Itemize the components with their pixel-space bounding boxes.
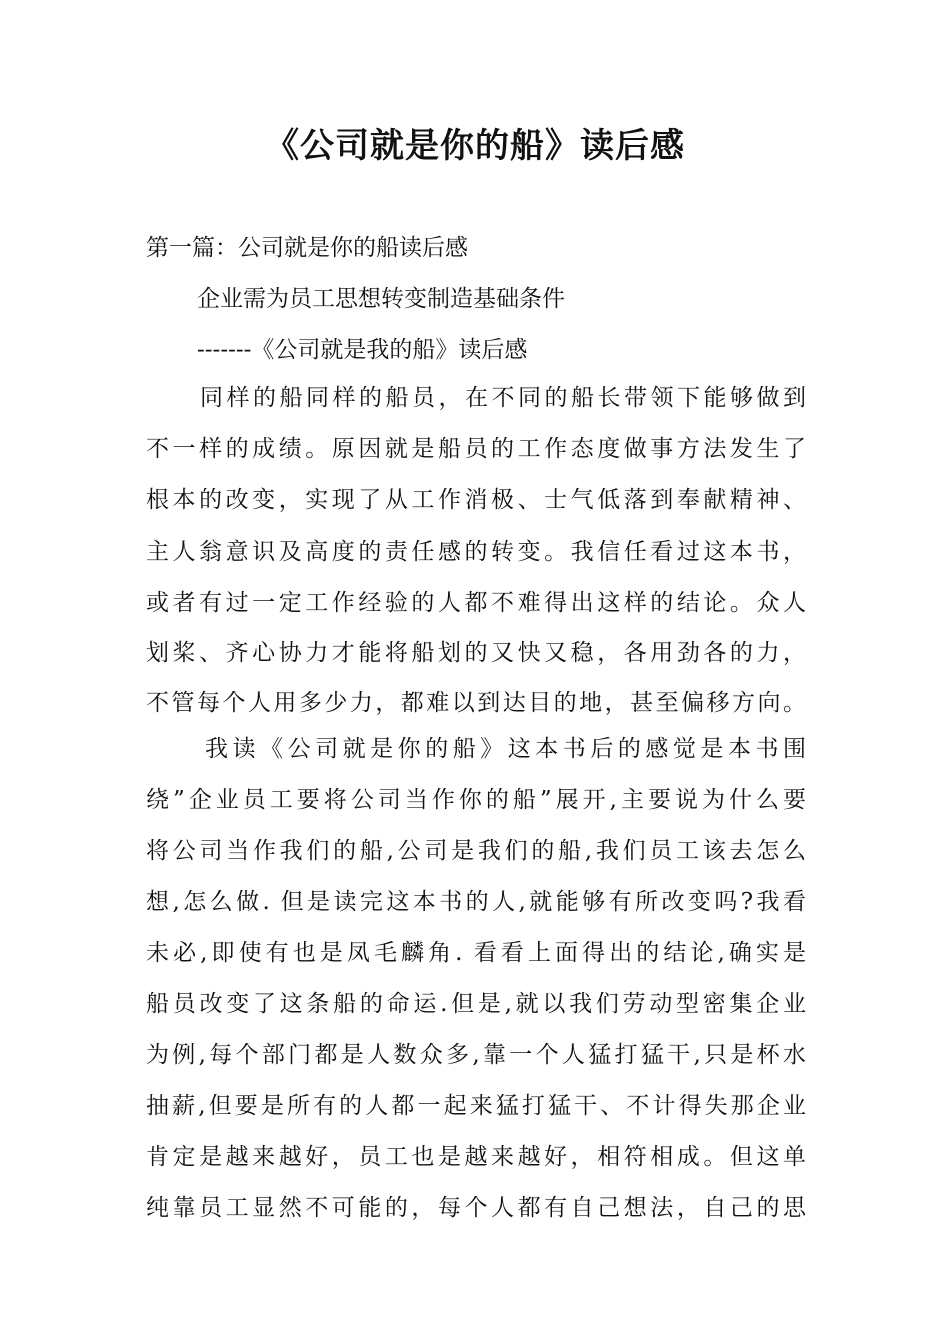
paragraph-1-line: 主人翁意识及高度的责任感的转变。我信任看过这本书，: [146, 539, 806, 565]
paragraph-1-line: 不管每个人用多少力，都难以到达目的地，甚至偏移方向。: [146, 690, 806, 716]
paragraph-1-line: 同样的船同样的船员，在不同的船长带领下能够做到: [200, 385, 806, 411]
paragraph-1-line: 或者有过一定工作经验的人都不难得出这样的结论。众人: [146, 590, 806, 616]
paragraph-2-line: 想,怎么做. 但是读完这本书的人,就能够有所改变吗?我看: [146, 889, 806, 915]
paragraph-2-line: 绕”企业员工要将公司当作你的船”展开,主要说为什么要: [146, 787, 806, 813]
paragraph-2-line: 将公司当作我们的船,公司是我们的船,我们员工该去怎么: [146, 838, 806, 864]
paragraph-2-line: 抽薪,但要是所有的人都一起来猛打猛干、不计得失那企业: [146, 1093, 806, 1119]
subtitle-line-2: -------《公司就是我的船》读后感: [197, 337, 528, 363]
subtitle-line-1: 企业需为员工思想转变制造基础条件: [197, 286, 565, 312]
paragraph-2-line: 纯靠员工显然不可能的，每个人都有自己想法，自己的思: [146, 1195, 806, 1221]
paragraph-1-line: 根本的改变，实现了从工作消极、士气低落到奉献精神、: [146, 487, 806, 513]
paragraph-2-line: 肯定是越来越好，员工也是越来越好，相符相成。但这单: [146, 1144, 806, 1170]
document-title: 《公司就是你的船》读后感: [265, 126, 685, 166]
paragraph-2-line: 我读《公司就是你的船》这本书后的感觉是本书围: [205, 736, 806, 762]
paragraph-1-line: 不一样的成绩。原因就是船员的工作态度做事方法发生了: [146, 436, 806, 462]
section-heading: 第一篇：公司就是你的船读后感: [146, 235, 468, 261]
paragraph-1-line: 划桨、齐心协力才能将船划的又快又稳，各用劲各的力，: [146, 640, 806, 666]
paragraph-2-line: 为例,每个部门都是人数众多,靠一个人猛打猛干,只是杯水: [146, 1042, 806, 1068]
paragraph-2-line: 未必,即使有也是凤毛麟角. 看看上面得出的结论,确实是: [146, 940, 806, 966]
paragraph-2-line: 船员改变了这条船的命运.但是,就以我们劳动型密集企业: [146, 991, 806, 1017]
